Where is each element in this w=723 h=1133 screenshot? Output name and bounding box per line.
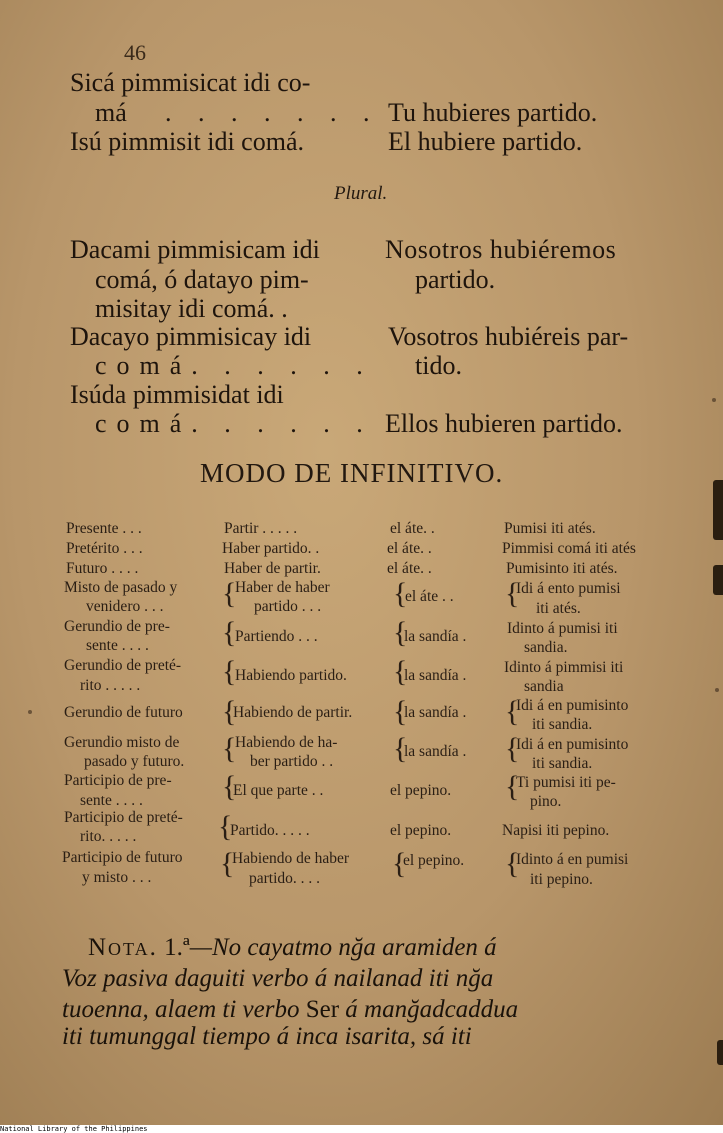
nota-text-4: iti tumunggal tiempo á inca isarita, sá iti (62, 1023, 472, 1050)
brace-icon: { (505, 732, 520, 765)
table-cell: Futuro . . . . (66, 560, 139, 577)
brace-icon: { (222, 770, 237, 803)
brace-icon: { (393, 732, 408, 765)
table-cell: Pretérito . . . (66, 540, 143, 557)
brace-icon: { (222, 695, 237, 728)
table-cell: el áte. . (387, 560, 432, 577)
plural-left-5: comá. . . . . . (95, 351, 373, 380)
table-cell: Participio de futuro (62, 849, 183, 866)
table-cell: la sandía . (404, 667, 467, 684)
table-cell: Habiendo de haber (232, 850, 350, 867)
ink-speck (715, 688, 719, 692)
plural-left-6: Isúda pimmisidat idi (70, 380, 284, 409)
table-cell: Idinto á pumisi iti (507, 620, 618, 637)
brace-icon: { (505, 847, 520, 880)
brace-icon: { (393, 616, 408, 649)
plural-right-2: partido. (415, 265, 496, 294)
table-cell: Idi á en pumisinto (516, 736, 629, 753)
table-cell: Idi á ento pumisi (516, 580, 621, 597)
table-cell: Pumisi iti atés. (504, 520, 596, 537)
table-cell: Partiendo . . . (235, 628, 318, 645)
table-cell: Idinto á en pumisi (516, 851, 629, 868)
brace-icon: { (222, 655, 237, 688)
table-cell: y misto . . . (82, 869, 152, 886)
table-cell: sente . . . . (80, 792, 143, 809)
nota-label: Nota. (88, 934, 158, 961)
table-cell: pasado y futuro. (84, 753, 185, 770)
table-cell: sandia. (524, 639, 568, 656)
table-cell: la sandía . (404, 704, 467, 721)
infinitive-heading: MODO DE INFINITIVO. (200, 458, 504, 488)
brace-icon: { (222, 616, 237, 649)
table-cell: Presente . . . (66, 520, 142, 537)
plural-left-2: comá, ó datayo pim- (95, 265, 309, 294)
table-cell: iti sandia. (532, 716, 593, 733)
brace-icon: { (505, 770, 520, 803)
page-number: 46 (124, 40, 146, 65)
ink-speck (28, 710, 32, 714)
table-cell: partido. . . . (249, 870, 321, 887)
brace-icon: { (393, 655, 408, 688)
nota-text-2: Voz pasiva daguiti verbo á nailanad iti nğa (62, 965, 494, 992)
table-cell: iti pepino. (530, 871, 593, 888)
top-line-3-left: Isú pimmisit idi comá. (70, 127, 304, 156)
table-cell: sente . . . . (86, 637, 149, 654)
table-cell: pino. (530, 793, 562, 810)
plural-left-7: comá. . . . . . (95, 409, 373, 438)
top-line-2-left: má (95, 98, 127, 127)
table-cell: el áte. . (390, 520, 435, 537)
table-cell: Pimmisi comá iti atés (502, 540, 636, 557)
table-cell: Habiendo partido. (235, 667, 347, 684)
table-cell: Haber de partir. (224, 560, 321, 577)
nota-line-2 (62, 963, 662, 994)
nota-line-1 (88, 932, 688, 963)
table-cell: sandia (524, 678, 564, 695)
table-cell: iti sandia. (532, 755, 593, 772)
plural-left-3: misitay idi comá. . (95, 294, 288, 323)
brace-icon: { (393, 577, 408, 610)
table-cell: partido . . . (254, 598, 322, 615)
table-cell: Participio de pre- (64, 772, 172, 789)
plural-right-1: Nosotros hubiéremos (385, 235, 617, 264)
table-cell: Pumisinto iti atés. (506, 560, 618, 577)
table-cell: Haber partido. . (222, 540, 320, 557)
brace-icon: { (220, 847, 235, 880)
nota-text-3a: tuoenna, alaem ti verbo (62, 996, 306, 1023)
table-cell: rito . . . . . (80, 677, 141, 694)
plural-left-1: Dacami pimmisicam idi (70, 235, 320, 264)
table-cell: Haber de haber (235, 579, 330, 596)
top-line-2-right: Tu hubieres partido. (388, 98, 598, 127)
table-cell: Participio de preté- (64, 809, 183, 826)
nota-text-1: —No cayatmo nğa aramiden á (189, 934, 497, 961)
plural-right-5: tido. (415, 351, 462, 380)
table-cell: Idinto á pimmisi iti (504, 659, 624, 676)
plural-left-4: Dacayo pimmisicay idi (70, 322, 312, 351)
nota-text-3c: á manğadcaddua (339, 996, 519, 1023)
brace-icon: { (218, 810, 233, 843)
brace-icon: { (222, 577, 237, 610)
table-cell: el áte. . (387, 540, 432, 557)
plural-right-4: Vosotros hubiéreis par- (388, 322, 629, 351)
table-cell: Habiendo de ha- (235, 734, 338, 751)
page-edge-mark (713, 480, 723, 540)
table-cell: iti atés. (536, 600, 581, 617)
table-cell: el áte . . (405, 588, 454, 605)
footer-credit: National Library of the Philippines (0, 1125, 723, 1133)
plural-label: Plural. (334, 183, 388, 204)
table-cell: rito. . . . . (80, 828, 137, 845)
table-cell: Gerundio de preté- (64, 657, 182, 674)
table-cell: Partido. . . . . (230, 822, 310, 839)
brace-icon: { (505, 577, 520, 610)
table-cell: Gerundio de pre- (64, 618, 170, 635)
table-cell: la sandía . (404, 628, 467, 645)
table-cell: Ti pumisi iti pe- (516, 774, 616, 791)
brace-icon: { (393, 695, 408, 728)
brace-icon: { (222, 732, 237, 765)
table-cell: venidero . . . (86, 598, 164, 615)
plural-right-7: Ellos hubieren partido. (385, 409, 623, 438)
table-cell: ber partido . . (250, 753, 334, 770)
top-line-2-dots: . . . . . . . (165, 98, 380, 127)
table-cell: Partir . . . . . (224, 520, 298, 537)
table-cell: la sandía . (404, 743, 467, 760)
brace-icon: { (505, 695, 520, 728)
nota-line-4 (62, 1021, 662, 1052)
ink-speck (712, 398, 716, 402)
table-cell: Habiendo de partir. (233, 704, 353, 721)
brace-icon: { (392, 847, 407, 880)
nota-number: 1.ª (164, 934, 190, 961)
table-cell: Gerundio de futuro (64, 704, 183, 721)
table-cell: El que parte . . (233, 782, 324, 799)
table-cell: Napisi iti pepino. (502, 822, 610, 839)
table-cell: el pepino. (403, 852, 465, 869)
page-edge-mark (713, 565, 723, 595)
nota-text-3b: Ser (305, 996, 340, 1023)
top-line-1-left: Sicá pimmisicat idi co- (70, 68, 311, 97)
top-line-3-right: El hubiere partido. (388, 127, 583, 156)
table-cell: el pepino. (390, 782, 452, 799)
table-cell: Idi á en pumisinto (516, 697, 629, 714)
table-cell: el pepino. (390, 822, 452, 839)
page-edge-mark (717, 1040, 723, 1065)
table-cell: Misto de pasado y (64, 579, 178, 596)
table-cell: Gerundio misto de (64, 734, 180, 751)
